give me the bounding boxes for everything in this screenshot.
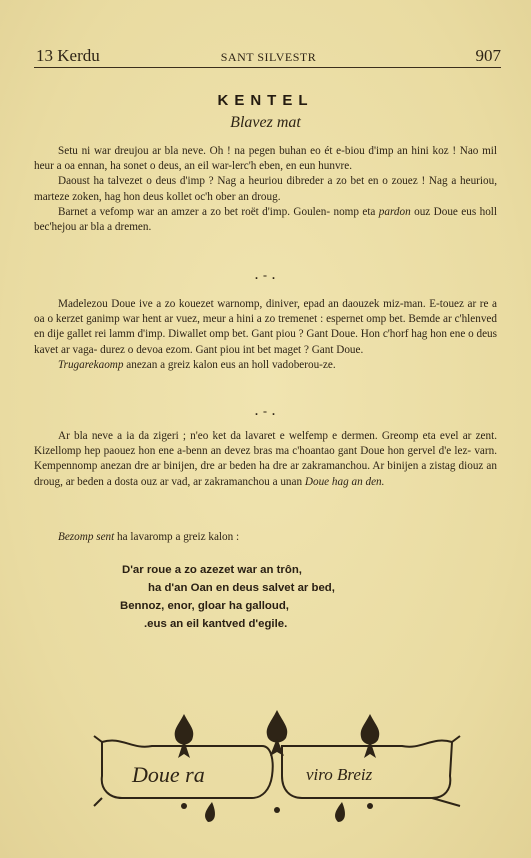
paragraph: Daoust ha talvezet o deus d'imp ? Nag a heuriou dibreder a zo bet en o zouez ! Nag a heuriou, marteze zoken, hag hon deus kollet oc'h ober an droug.: [34, 175, 498, 203]
decorative-banner: [92, 706, 462, 826]
running-header: [36, 44, 501, 66]
paragraph: Trugarekaomp anezan a greiz kalon eus an holl vadoberou-ze.: [58, 358, 336, 371]
page-number: 907: [475, 46, 501, 65]
paragraph: Bezomp sent ha lavaromp a greiz kalon :: [58, 531, 240, 543]
section-separator: . - .: [255, 268, 276, 282]
article-title: KENTEL: [217, 92, 314, 109]
verse-line: ha d'an Oan en deus salvet ar bed,: [148, 582, 335, 594]
paragraph: Setu ni war dreujou ar bla neve. Oh ! na pegen buhan eo ét e-biou d'imp an hini koz ! Nao mil heur a oa ennan, ha sonet o deus, an eil war-lerc'h eben, en eun hunvre.: [34, 145, 497, 173]
banner-left-text: Doue ra: [132, 762, 205, 787]
page-section-label: 13 Kerdu: [36, 46, 100, 65]
paragraph: Madelezou Doue ive a zo kouezet warnomp, diniver, epad an daouzek miz-man. E-touez ar re a oa o kerzet ganimp war hent ar vuez, meur a hini a zo tremenet : espernet omp bet. Bemde ar c'hlenved en dije gallet rei lamm d'imp. Diwallet omp bet. Gant piou ? Gant Doue. Hon c'horf hag hon ene o deus kavet ar vaga- durez o devoa ezom. Gant piou int bet maget ? Gant Doue.: [34, 298, 498, 356]
paragraph-block-2: [34, 297, 497, 373]
paragraph-block-1: [34, 144, 497, 235]
article-subtitle: Blavez mat: [230, 114, 301, 131]
paragraph-block-3: [34, 429, 497, 490]
header-rule: [34, 67, 501, 68]
paragraph: Ar bla neve a ia da zigeri ; n'eo ket da lavaret e welfemp e dermen. Greomp eta evel ar zent. Kizellomp hep paouez hon ene a-benn an devez bras ma c'hoantao gant Doue hon gervel d'e lez- varn. Kempennomp anezan dre ar binijen, dre ar beden ha dre ar zakramanchou. Ar binijen a zistag diouz an droug, ar beden a dosta ouz ar vad, ar zakramanchou a unan Doue hag an den.: [34, 430, 498, 488]
running-title: SANT SILVESTR: [220, 50, 317, 64]
paragraph: Barnet a vefomp war an amzer a zo bet roët d'imp. Goulen- nomp eta pardon ouz Doue eus holl bec'hejou ar bla a dremen.: [34, 205, 498, 234]
banner-right-text: viro Breiz: [306, 765, 373, 784]
section-separator: . - .: [255, 404, 276, 418]
verse-line: D'ar roue a zo azezet war an trôn,: [122, 564, 302, 576]
verse-line: Bennoz, enor, gloar ha galloud,: [120, 600, 289, 612]
verse-line: .eus an eil kantved d'egile.: [144, 618, 288, 630]
paragraph-block-4: [34, 530, 497, 545]
